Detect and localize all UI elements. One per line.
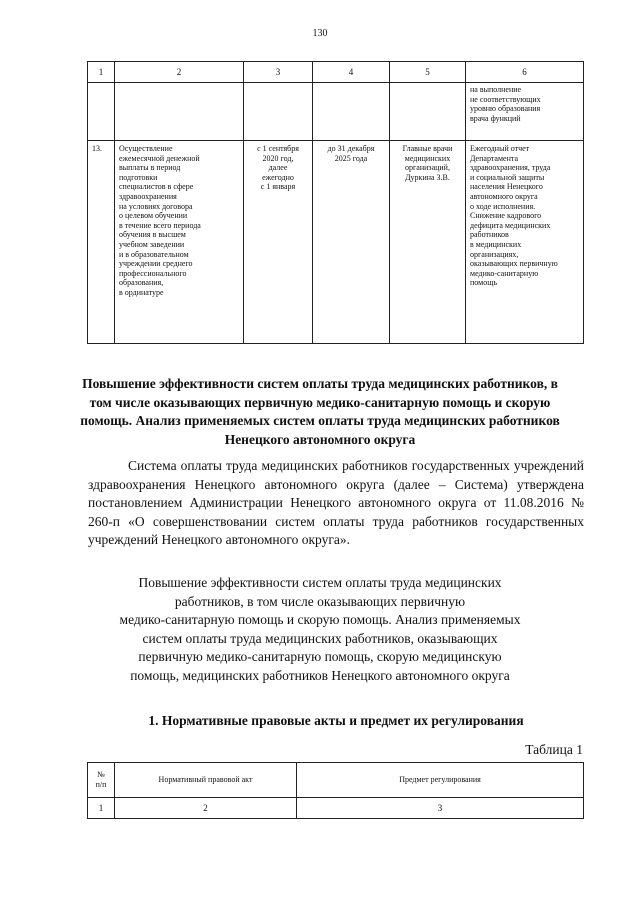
column-header: 4: [313, 62, 390, 83]
centered-paragraph: Повышение эффективности систем оплаты труда медицинских работников, в том числе оказывающих первичную медико-санитарную помощь и скорую помощь. Анализ применяемых систем оплаты труда медицинских работников, оказывающих первичную медико-санитарную помощь, скорую медицинскую помощь, медицинских работников Ненецкого автономного округа: [119, 575, 521, 683]
table-row: [88, 83, 584, 141]
table-row: 1 2 3: [88, 798, 584, 819]
responsible-cell: Главные врачи медицинских организаций, Дуркина З.В.: [390, 141, 466, 344]
page-number: 130: [312, 28, 328, 39]
activity-cell: Осуществление ежемесячной денежной выплаты в период подготовки специалистов в сфере здравоохранения на условиях договора о целевом обучении в течение всего периода обучения в высшем учебном заведении и в образовательном учреждении среднего профессионального образования, в ординатуре: [115, 141, 244, 344]
column-header: Предмет регулирования: [297, 763, 584, 798]
table-row: [88, 141, 584, 344]
column-header: 1: [88, 62, 115, 83]
subsection-heading: 1. Нормативные правовые акты и предмет их регулирования: [148, 713, 524, 728]
row-number-cell: 13.: [88, 141, 115, 344]
start-date-cell: с 1 сентября 2020 год, далее ежегодно с 1 января: [244, 141, 313, 344]
body-paragraph: Система оплаты труда медицинских работников государственных учреждений здравоохранения Ненецкого автономного округа (далее – Система) утверждена постановлением Администрации Ненецкого автономного округа от 11.08.2016 № 260-п «О совершенствовании систем оплаты труда работников государственных учреждений Ненецкого автономного округа».: [88, 458, 584, 547]
table-caption: Таблица 1: [525, 742, 583, 757]
measures-table: [87, 61, 584, 344]
column-header: 6: [466, 62, 584, 83]
table-header-row: [88, 763, 584, 798]
column-header: 5: [390, 62, 466, 83]
result-cell: на выполнение не соответствующих уровню образования врача функций: [466, 83, 584, 141]
column-header: Нормативный правовой акт: [115, 763, 297, 798]
column-header: 2: [115, 62, 244, 83]
table-header-row: [88, 62, 584, 83]
column-header: 3: [244, 62, 313, 83]
normative-acts-table: [87, 762, 584, 819]
column-header: № п/п: [88, 763, 115, 798]
result-cell: Ежегодный отчет Департамента здравоохранения, труда и социальной защиты населения Ненецкого автономного округа о ходе исполнения. Снижение кадрового дефицита медицинских работников в медицинских организациях, оказывающих первичную медико-санитарную помощь: [466, 141, 584, 344]
end-date-cell: до 31 декабря 2025 года: [313, 141, 390, 344]
section-heading: Повышение эффективности систем оплаты труда медицинских работников, в том числе оказывающих первичную медико-санитарную помощь и скорую помощь. Анализ применяемых систем оплаты труда медицинских работников Ненецкого автономного округа: [80, 376, 560, 447]
